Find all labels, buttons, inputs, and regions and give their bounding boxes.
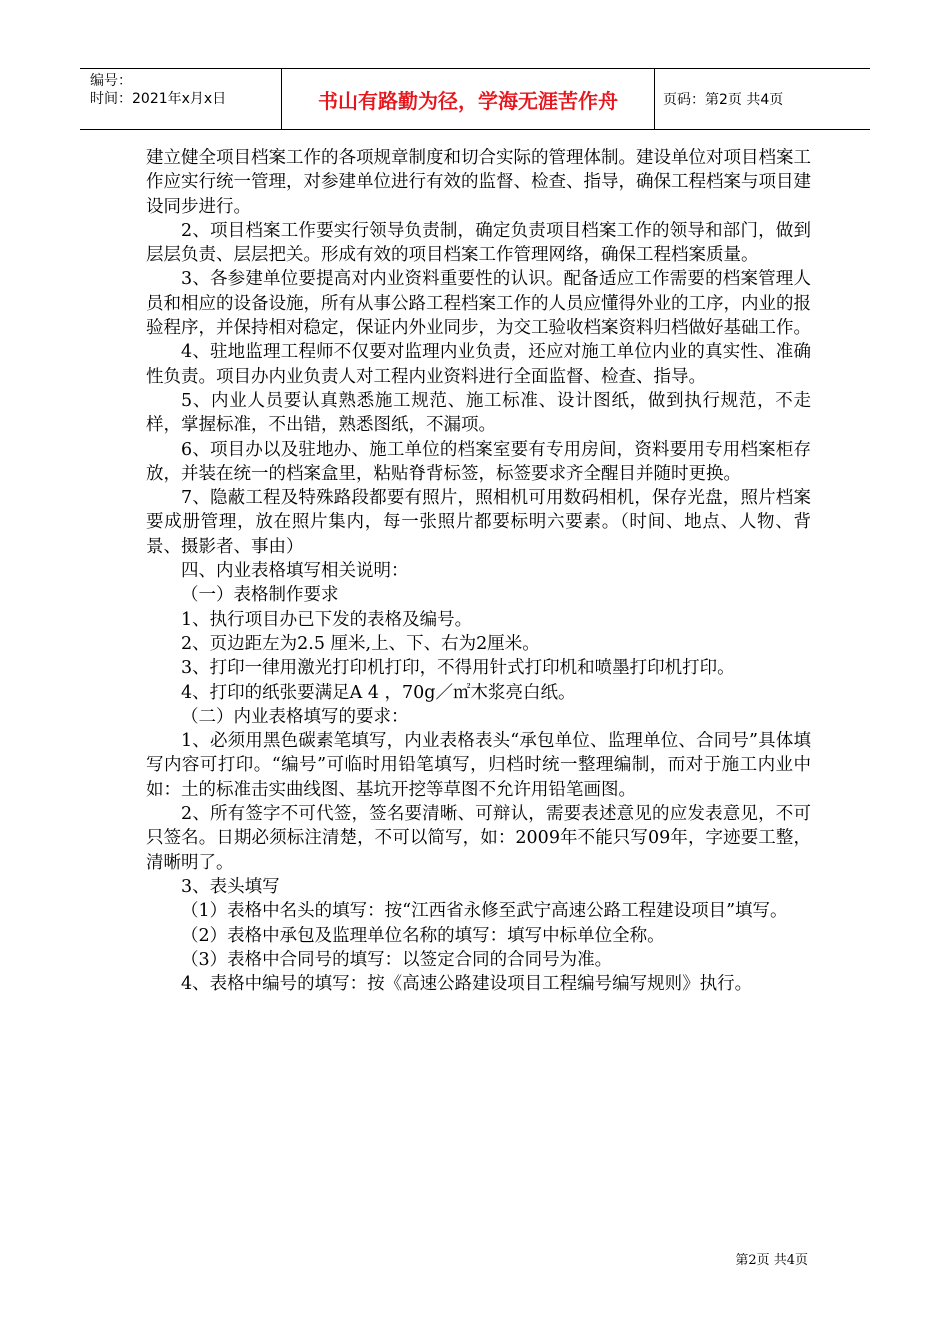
paragraph: 1、执行项目办已下发的表格及编号。	[181, 609, 473, 630]
paragraph: 1、必须用黑色碳素笔填写，内业表格表头“承包单位、监理单位、合同号”具体填写内容可打印。“编号”可临时用铅笔填写，归档时统一整理编制，而对于施工内业中如：土的标准击实曲线图、基坑开挖等草图不允许用铅笔画图。	[146, 731, 811, 800]
paragraph: （1）表格中名头的填写：按“江西省永修至武宁高速公路工程建设项目”填写。	[181, 901, 788, 922]
subsection-heading: （一）表格制作要求	[181, 585, 339, 606]
document-time-label: 时间：2021年x月x日	[90, 91, 227, 107]
paragraph: 2、项目档案工作要实行领导负责制，确定负责项目档案工作的领导和部门，做到层层负责、层层把关。形成有效的项目档案工作管理网络，确保工程档案质量。	[146, 220, 811, 266]
paragraph: 4、表格中编号的填写：按《高速公路建设项目工程编号编写规则》执行。	[181, 974, 753, 995]
page-footer: 第2页 共4页	[735, 1253, 808, 1268]
paragraph: 建立健全项目档案工作的各项规章制度和切合实际的管理体制。建设单位对项目档案工作应实行统一管理，对参建单位进行有效的监督、检查、指导，确保工程档案与项目建设同步进行。	[146, 148, 811, 217]
header-meta	[80, 69, 282, 129]
section-heading: 四、内业表格填写相关说明：	[181, 561, 409, 582]
paragraph: 2、所有签字不可代签，签名要清晰、可辩认，需要表述意见的应发表意见，不可只签名。日期必须标注清楚，不可以简写，如：2009年不能只写09年，字迹要工整，清晰明了。	[146, 804, 811, 873]
document-body	[146, 146, 811, 996]
header-page-info: 页码：第2页 共4页	[663, 92, 784, 108]
paragraph: 4、打印的纸张要满足A 4 ，70g／㎡木浆亮白纸。	[181, 682, 576, 703]
header-motto: 书山有路勤为径，学海无涯苦作舟	[282, 69, 655, 129]
page-header	[80, 68, 870, 130]
paragraph: （2）表格中承包及监理单位名称的填写：填写中标单位全称。	[181, 925, 665, 946]
paragraph: 7、隐蔽工程及特殊路段都要有照片，照相机可用数码相机，保存光盘，照片档案要成册管理，放在照片集内，每一张照片都要标明六要素。（时间、地点、人物、背景、摄影者、事由）	[146, 488, 811, 557]
paragraph: 3、表头填写	[181, 876, 280, 897]
paragraph: 3、打印一律用激光打印机打印，不得用针式打印机和喷墨打印机打印。	[181, 658, 735, 679]
paragraph: 3、各参建单位要提高对内业资料重要性的认识。配备适应工作需要的档案管理人员和相应的设备设施，所有从事公路工程档案工作的人员应懂得外业的工序，内业的报验程序，并保持相对稳定，保证内外业同步，为交工验收档案资料归档做好基础工作。	[146, 269, 811, 339]
paragraph: 5、内业人员要认真熟悉施工规范、施工标准、设计图纸，做到执行规范，不走样，掌握标准，不出错，熟悉图纸，不漏项。	[146, 390, 811, 436]
paragraph: 2、页边距左为2.5 厘米,上、下、右为2厘米。	[181, 633, 540, 654]
document-number-label: 编号：	[90, 73, 132, 89]
subsection-heading: （二）内业表格填写的要求：	[181, 706, 409, 727]
paragraph: 4、驻地监理工程师不仅要对监理内业负责，还应对施工单位内业的真实性、准确性负责。项目办内业负责人对工程内业资料进行全面监督、检查、指导。	[146, 342, 811, 387]
paragraph: （3）表格中合同号的填写：以签定合同的合同号为准。	[181, 949, 613, 970]
paragraph: 6、项目办以及驻地办、施工单位的档案室要有专用房间，资料要用专用档案柜存放，并装在统一的档案盒里，粘贴脊背标签，标签要求齐全醒目并随时更换。	[146, 439, 811, 484]
